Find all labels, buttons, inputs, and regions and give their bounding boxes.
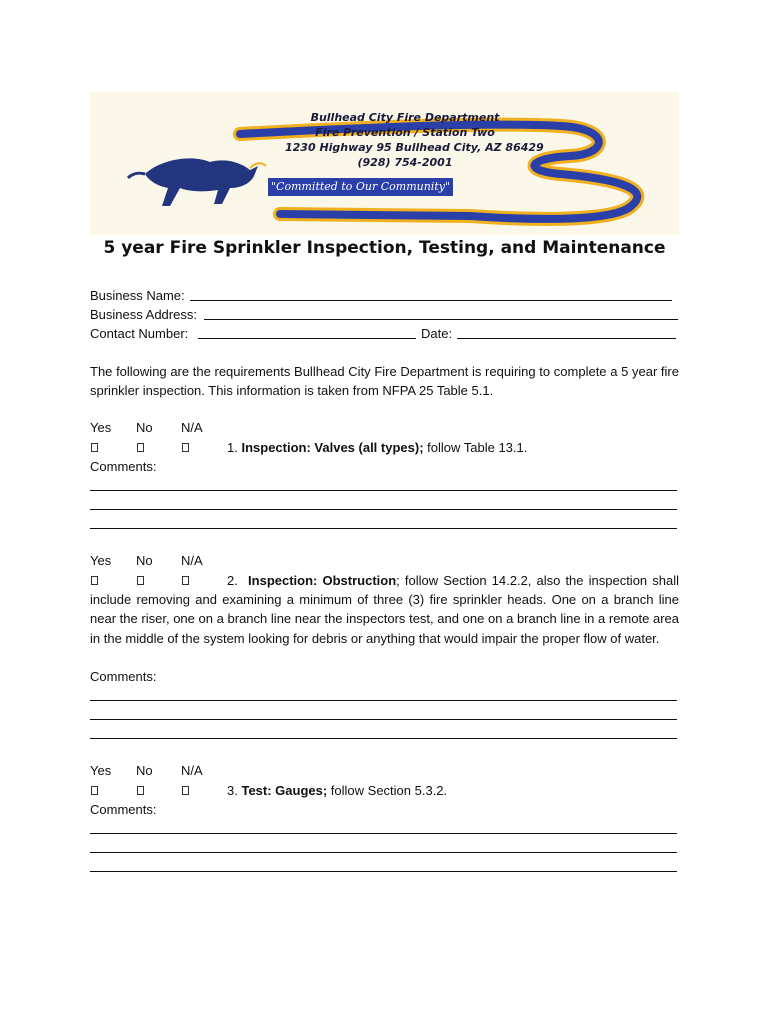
item1-comments-label: Comments:	[90, 459, 157, 474]
item2-comment-line[interactable]	[90, 719, 677, 720]
item3-heading: Test: Gauges;	[241, 783, 328, 798]
no-column-label: No	[136, 553, 153, 568]
item3-yes-checkbox[interactable]	[91, 786, 98, 795]
no-column-label: No	[136, 420, 153, 435]
item1-no-checkbox[interactable]	[137, 443, 144, 452]
business-address-field[interactable]	[204, 319, 678, 320]
item2-comments-label: Comments:	[90, 669, 157, 684]
na-column-label: N/A	[181, 553, 203, 568]
department-phone: (928) 754-2001	[357, 156, 453, 169]
item3-comment-line[interactable]	[90, 871, 677, 872]
item2-number: 2.	[227, 573, 238, 588]
item2-comment-line[interactable]	[90, 700, 677, 701]
item3-text	[227, 781, 447, 800]
item3-comment-line[interactable]	[90, 833, 677, 834]
item1-text	[227, 438, 527, 457]
date-field[interactable]	[457, 338, 676, 339]
item1-na-checkbox[interactable]	[182, 443, 189, 452]
business-address-label: Business Address:	[90, 307, 197, 322]
item2-heading: Inspection: Obstruction	[248, 573, 397, 588]
department-name: Bullhead City Fire Department	[310, 111, 500, 124]
item1-number: 1.	[227, 440, 238, 455]
intro-paragraph: The following are the requirements Bullhead City Fire Department is requiring to complete a 5 year fire sprinkler inspection. This information is taken from NFPA 25 Table 5.1.	[90, 364, 679, 399]
contact-number-field[interactable]	[198, 338, 416, 339]
item1-comment-line[interactable]	[90, 509, 677, 510]
item1-heading: Inspection: Valves (all types);	[241, 440, 424, 455]
business-name-field[interactable]	[190, 300, 672, 301]
item1-comment-line[interactable]	[90, 528, 677, 529]
division-name: Fire Prevention / Station Two	[315, 126, 495, 139]
letterhead-text	[285, 110, 544, 170]
item3-comments-label: Comments:	[90, 802, 157, 817]
item2-comment-line[interactable]	[90, 738, 677, 739]
yes-column-label: Yes	[90, 763, 112, 778]
item1-comment-line[interactable]	[90, 490, 677, 491]
yes-column-label: Yes	[90, 553, 112, 568]
date-label: Date:	[421, 326, 453, 341]
contact-number-label: Contact Number:	[90, 326, 189, 341]
item3-na-checkbox[interactable]	[182, 786, 189, 795]
item3-comment-line[interactable]	[90, 852, 677, 853]
department-address: 1230 Highway 95 Bullhead City, AZ 86429	[285, 141, 544, 154]
letterhead	[90, 92, 679, 235]
item1-description: follow Table 13.1.	[423, 440, 528, 455]
item3-number: 3.	[227, 783, 238, 798]
motto: "Committed to Our Community"	[268, 178, 453, 196]
bull-icon	[128, 158, 266, 206]
page-title: 5 year Fire Sprinkler Inspection, Testing, and Maintenance	[103, 238, 666, 258]
item3-no-checkbox[interactable]	[137, 786, 144, 795]
no-column-label: No	[136, 763, 153, 778]
item2-description: ; follow Section 14.2.2, also the inspection shall include removing and examining a minimum of three (3) fire sprinkler heads. One on a branch line near the riser, one on a branch line near the inspectors test, and one on a branch line in a remote area in the middle of the system looking for debris or anything that would impair the proper flow of water.	[90, 573, 679, 646]
business-name-label: Business Name:	[90, 288, 185, 303]
item3-description: follow Section 5.3.2.	[327, 783, 448, 798]
na-column-label: N/A	[181, 763, 203, 778]
item1-yes-checkbox[interactable]	[91, 443, 98, 452]
na-column-label: N/A	[181, 420, 203, 435]
yes-column-label: Yes	[90, 420, 112, 435]
item2-text	[90, 571, 679, 648]
